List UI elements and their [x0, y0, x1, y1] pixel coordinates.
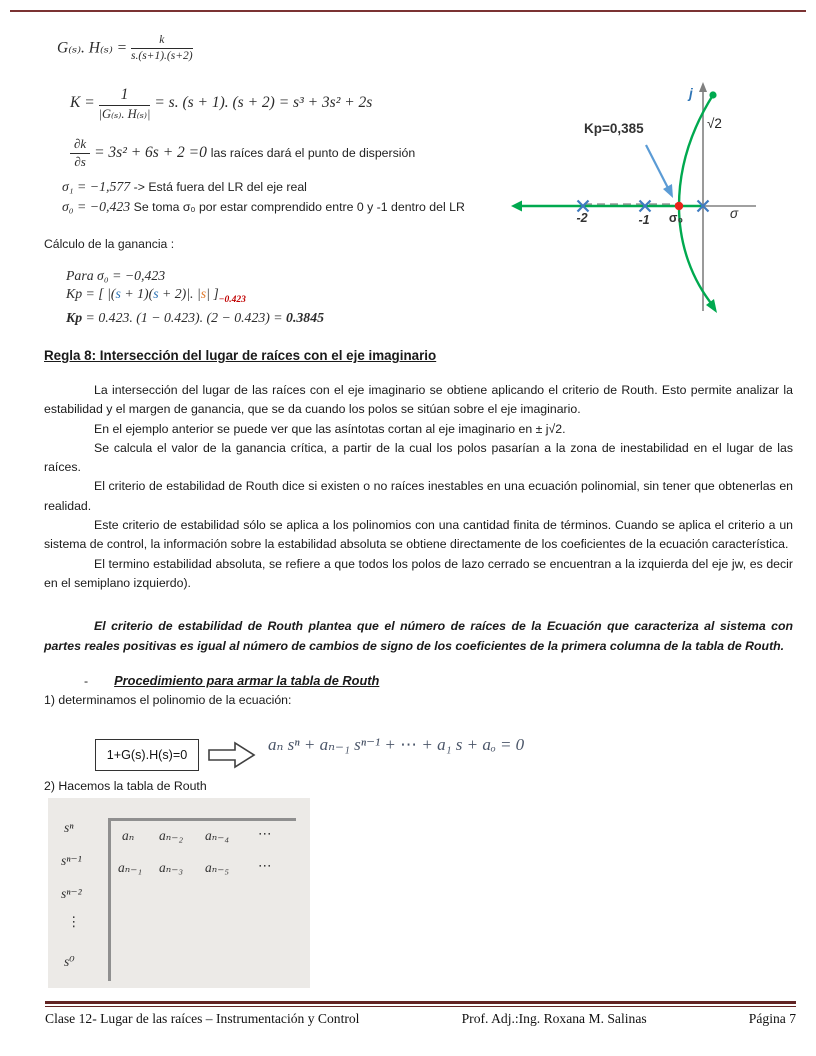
routh-cell: ⋯	[258, 858, 272, 873]
formula-k-fraction: $\frac{1}{\text{|G₍ₛ₎. H₍ₛ₎|}}$	[98, 86, 151, 121]
paragraph: Este criterio de estabilidad sólo se aplica a los polinomios con una cantidad finita de términos. Cuando se aplica el criterio a un sistema de control, la información sobre la estabilidad absoluta se obtiene directamente de los coeficientes de la ecuación característica.	[44, 518, 793, 552]
routh-row-header: sⁿ	[64, 820, 74, 835]
paragraph: En el ejemplo anterior se puede ver que las asíntotas cortan al eje imaginario en ± j√2.	[94, 421, 566, 436]
characteristic-polynomial: aₙ sⁿ + aₙ₋₁ sⁿ⁻¹ + ⋯ + a₁ s + aₒ = 0	[268, 735, 525, 754]
left-branch-arrowhead-icon	[511, 201, 522, 212]
sigma-axis-label: σ	[730, 206, 739, 221]
footer-rule-thin	[45, 1006, 796, 1007]
implication-arrow-icon	[207, 741, 257, 774]
j-axis-label: j	[689, 86, 693, 101]
formula-gh-fraction: $\frac{k}{s.(s+1).(s+2)}$	[131, 34, 193, 63]
routh-cell: ⋯	[258, 826, 272, 841]
footer	[45, 1011, 796, 1027]
routh-cell: aₙ	[122, 828, 135, 843]
characteristic-equation-box: 1+G(s).H(s)=0	[95, 739, 199, 771]
gain-calc-heading: Cálculo de la ganancia :	[44, 237, 175, 251]
formula-dk-fraction: $\frac{\partial k}{\partial s}$	[70, 137, 90, 170]
formula-k-rhs: = s. (s + 1). (s + 2) = s³ + 3s² + 2s	[154, 94, 373, 112]
formula-dk-note: las raíces dará el punto de dispersión	[210, 146, 416, 160]
routh-criterion-statement: El criterio de estabilidad de Routh plantea que el número de raíces de la Ecuación que caracteriza al sistema con partes reales positivas es igual al número de cambios de signo de los coeficientes de la primera columna de la tabla de Routh.	[44, 619, 793, 653]
paragraph: Se calcula el valor de la ganancia crítica, a partir de la cual los polos pasarían a la zona de inestabilidad en el lugar de las raíces.	[44, 440, 793, 475]
procedure-step-2: 2) Hacemos la tabla de Routh	[44, 779, 207, 793]
routh-table-vertical-rule	[108, 818, 111, 981]
formula-k	[70, 86, 372, 121]
routh-table-horizontal-rule	[108, 818, 296, 821]
imaginary-axis-arrowhead-icon	[699, 82, 707, 92]
kp-annotation-arrow	[646, 145, 669, 190]
routh-row-header: ⋮	[67, 914, 81, 929]
sigma0-line: σ₀ = −0,423 Se toma σ₀ por estar comprendido entre 0 y -1 dentro del LR	[62, 199, 465, 214]
routh-table	[48, 798, 310, 988]
kp-result-line: Kp = 0.423. (1 − 0.423). (2 − 0.423) = 0.3845	[66, 310, 324, 325]
paragraph: El criterio de estabilidad de Routh dice si existen o no raíces inestables en una ecuación polinomial, sin tener que obtenerlas en realidad.	[44, 479, 793, 513]
procedure-step-1: 1) determinamos el polinomio de la ecuación:	[44, 693, 292, 708]
breakaway-point	[675, 202, 683, 210]
curve-top-endpoint	[709, 91, 716, 98]
footer-professor: Prof. Adj.:Ing. Roxana M. Salinas	[461, 1011, 647, 1026]
routh-cell: aₙ₋₂	[159, 828, 184, 843]
formula-k-lhs: K =	[70, 94, 95, 112]
section-heading: Regla 8: Intersección del lugar de raíces con el eje imaginario	[44, 348, 437, 363]
footer-course-title: Clase 12- Lugar de las raíces – Instrumentación y Control	[45, 1011, 360, 1026]
routh-cell: aₙ₋₃	[159, 860, 184, 875]
tick-label-minus2: -2	[576, 211, 588, 225]
top-rule	[10, 10, 806, 12]
paragraph: La intersección del lugar de las raíces con el eje imaginario se obtiene aplicando el criterio de Routh. Esto permite analizar la estabilidad y el margen de ganancia, que se da cuando los polos se sitúan sobre el eje imaginario.	[44, 383, 793, 417]
formula-dk	[70, 137, 415, 170]
kp-bracket-line: Kp = [ |(s + 1)(s + 2)|. |s| ]$_{-0.423}$	[66, 285, 246, 305]
routh-row-header: sⁿ⁻¹	[61, 853, 82, 868]
routh-cell: aₙ₋₁	[118, 860, 143, 875]
paragraph: El termino estabilidad absoluta, se refiere a que todos los polos de lazo cerrado se encuentran a la izquierda del eje jw, es decir en el semiplano izquierdo).	[44, 556, 793, 590]
formula-gh	[57, 34, 193, 63]
curve-bottom-arrowhead-icon	[706, 299, 717, 313]
procedure-title: Procedimiento para armar la tabla de Routh	[114, 672, 380, 688]
formula-gh-lhs: G₍ₛ₎. H₍ₛ₎ =	[57, 39, 128, 57]
routh-row-header: s⁰	[64, 954, 75, 969]
root-locus-figure	[500, 75, 816, 335]
footer-rule-thick	[45, 1001, 796, 1004]
routh-cell: aₙ₋₅	[205, 860, 230, 875]
sigma0-point-label: σ₀	[668, 211, 684, 225]
routh-row-header: sⁿ⁻²	[61, 886, 82, 901]
formula-dk-rhs: = 3s² + 6s + 2 =0	[94, 144, 207, 161]
footer-page-number: Página 7	[748, 1011, 796, 1026]
procedure-title-line: - Procedimiento para armar la tabla de Routh	[84, 672, 380, 688]
body-text	[44, 381, 793, 710]
sigma1-line: σ₁ = −1,577 -> Está fuera del LR del eje real	[62, 179, 307, 194]
kp-para-line: Para σ₀ = −0,423	[66, 268, 166, 283]
kp-calculation	[66, 267, 324, 327]
routh-cell: aₙ₋₄	[205, 828, 230, 843]
kp-value-label: Kp=0,385	[584, 121, 644, 136]
sigma-results	[62, 177, 465, 217]
sqrt2-label: √2	[707, 116, 722, 131]
tick-label-minus1: -1	[638, 213, 650, 227]
